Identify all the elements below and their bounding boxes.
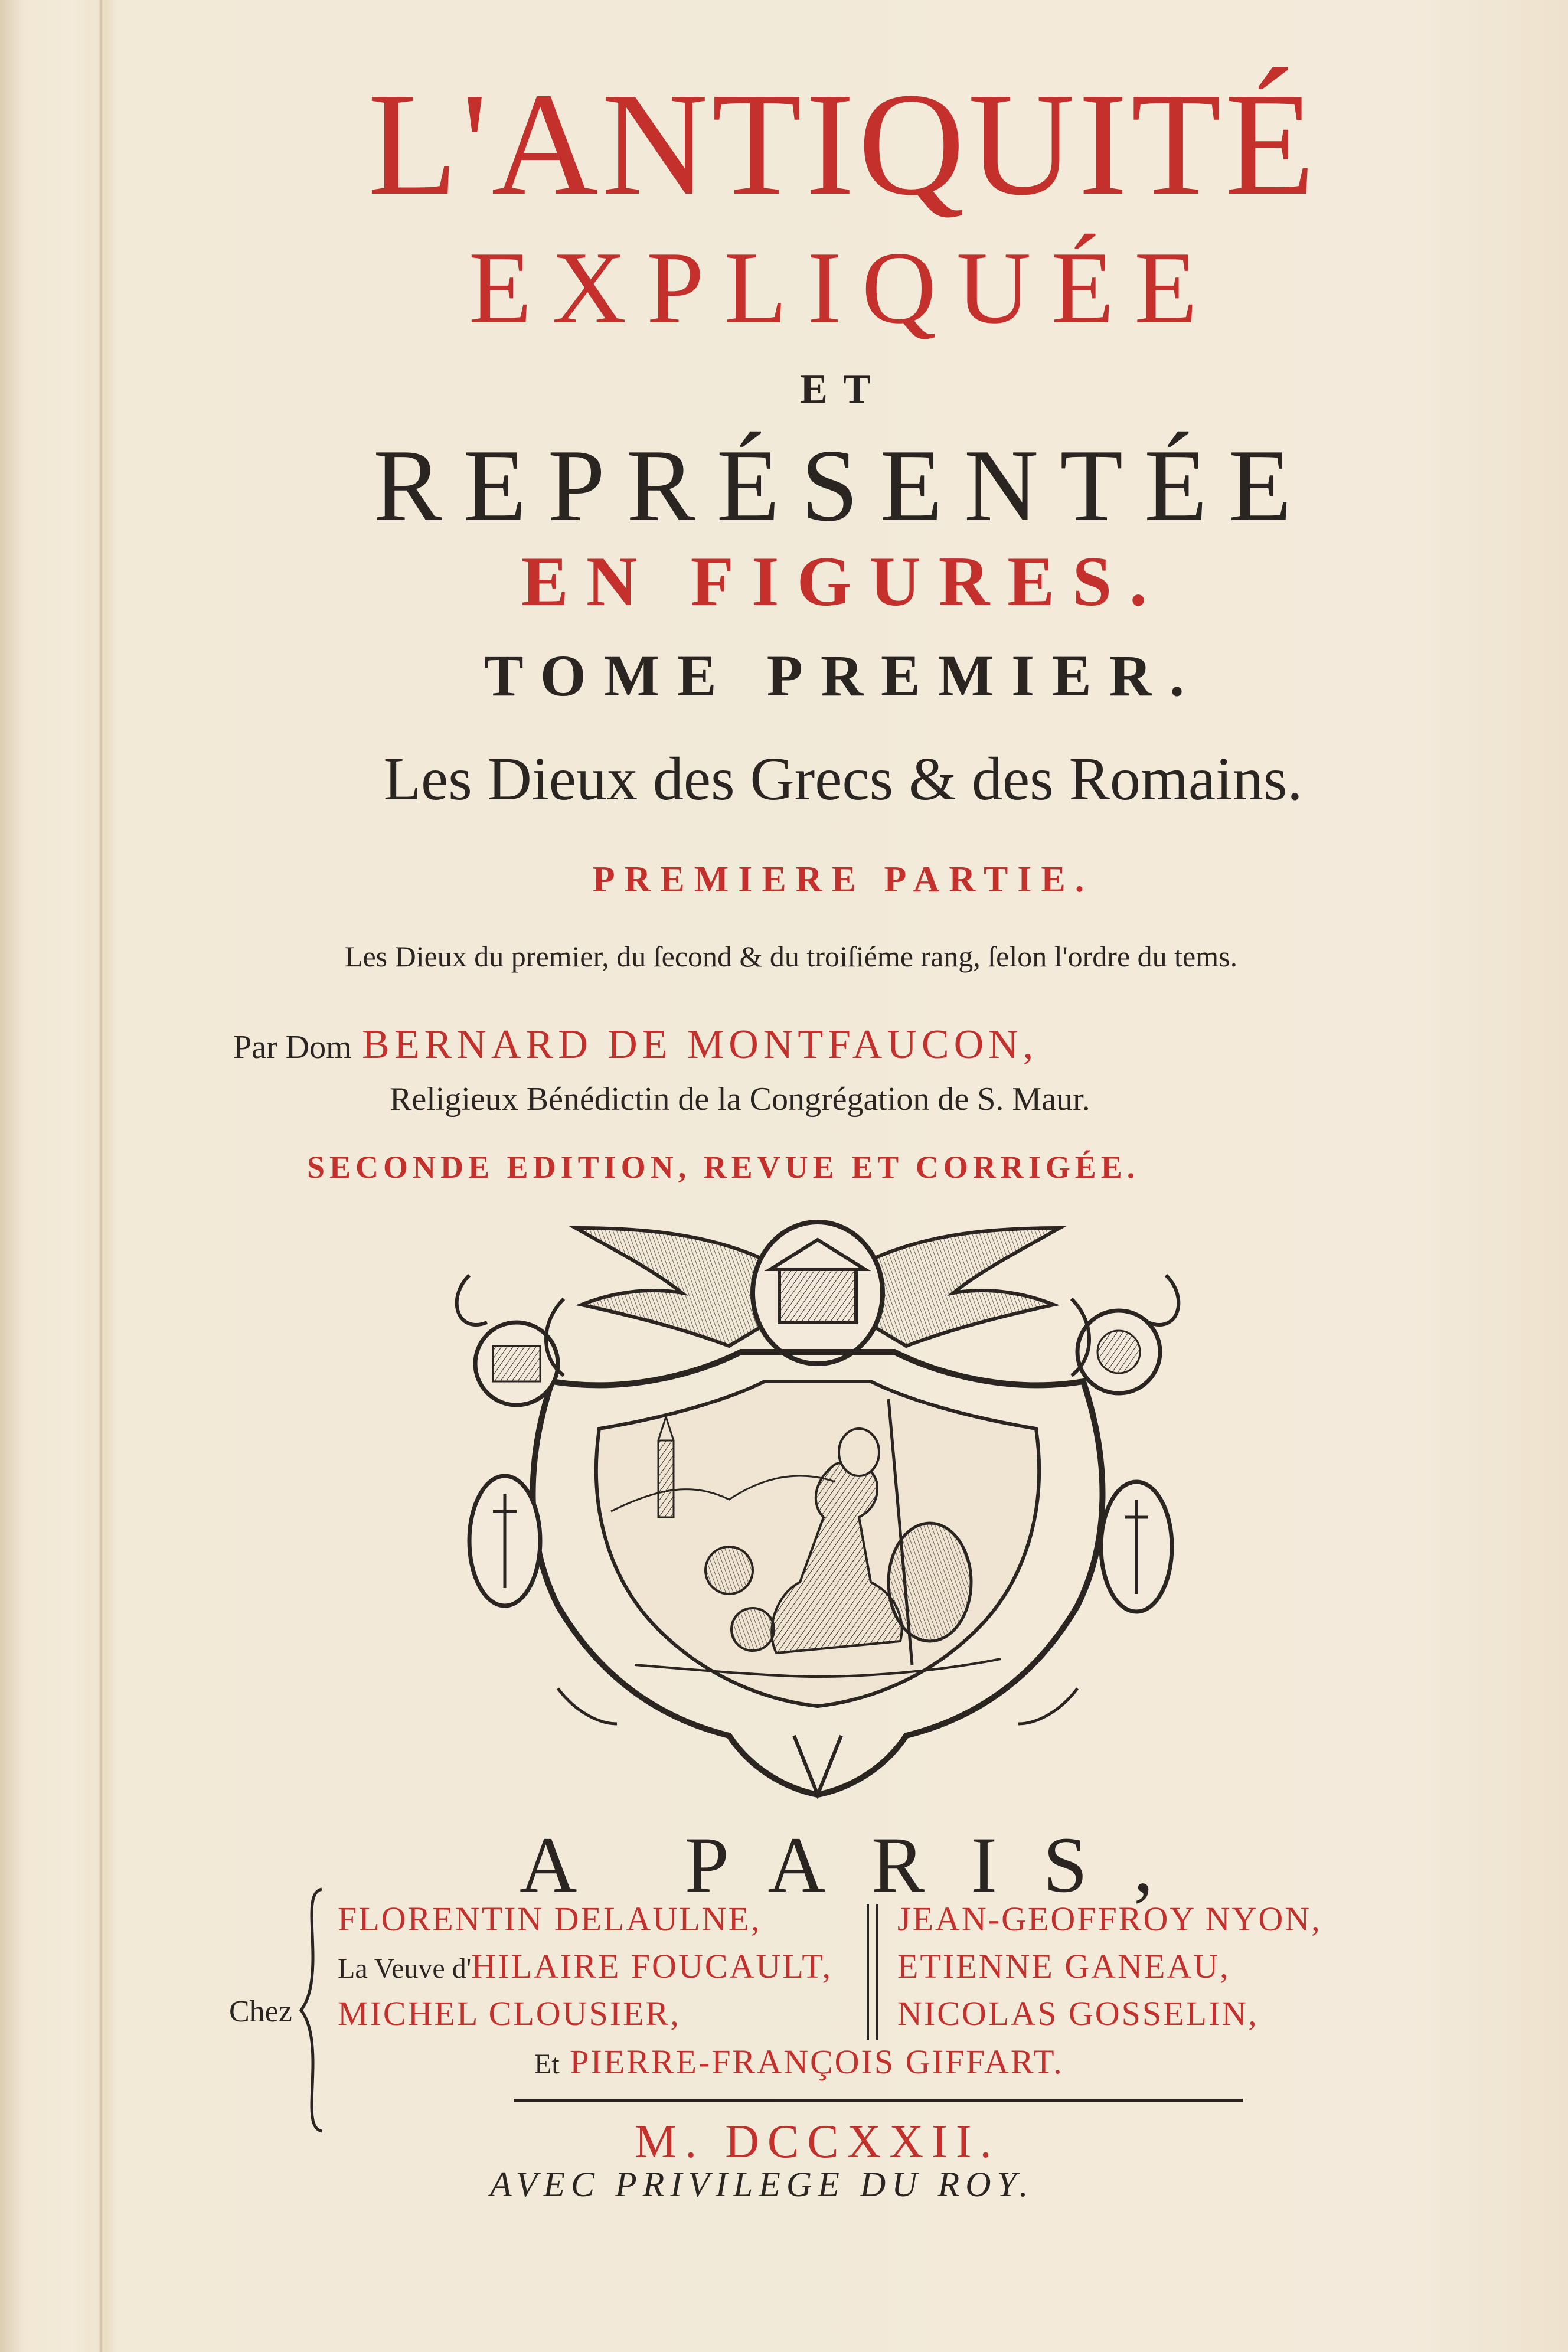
publisher-right-3: NICOLAS GOSSELIN, [897,1994,1259,2033]
volume-subject: Les Dieux des Grecs & des Romains. [383,745,1303,813]
title-line-3: ET [800,367,886,412]
part-heading: PREMIERE PARTIE. [592,860,1094,900]
privilege-statement: AVEC PRIVILEGE DU ROY. [490,2165,1034,2204]
imprint-chez: Chez [229,1995,292,2028]
title-line-4: REPRÉSENTÉE [373,428,1313,543]
title-line-1: L'ANTIQUITÉ [367,63,1319,226]
volume-heading: TOME PREMIER. [484,643,1202,708]
edition-statement: SECONDE EDITION, REVUE ET CORRIGÉE. [307,1149,1140,1185]
imprint-rule [514,2099,1243,2102]
imprint-year: M. DCCXXII. [635,2116,1000,2168]
title-line-5: EN FIGURES. [521,542,1165,620]
author-prefix: Par Dom [233,1029,352,1066]
title-line-2: EXPLIQUÉE [468,230,1218,345]
publisher-last: Et PIERRE-FRANÇOIS GIFFART. [534,2043,1064,2081]
imprint-city: A PARIS, [520,1821,1200,1909]
author-name: BERNARD DE MONTFAUCON, [362,1022,1038,1067]
publisher-column-rule [861,1904,884,2040]
book-gutter [99,0,103,2352]
publisher-left-1: FLORENTIN DELAULNE, [338,1900,762,1938]
author-line [233,1021,1414,1071]
author-affiliation: Religieux Bénédictin de la Congrégation de S. Maur. [390,1081,1090,1118]
publisher-left-3: MICHEL CLOUSIER, [338,1994,681,2033]
publisher-right-1: JEAN-GEOFFROY NYON, [897,1900,1322,1938]
engraved-vignette [422,1204,1213,1807]
imprint-brace [295,1886,331,2134]
publisher-left-2: La Veuve d'HILAIRE FOUCAULT, [338,1947,833,1985]
part-subject: Les Dieux du premier, du ſecond & du troiſiéme rang, ſelon l'ordre du tems. [344,940,1238,973]
publisher-right-2: ETIENNE GANEAU, [897,1947,1230,1985]
